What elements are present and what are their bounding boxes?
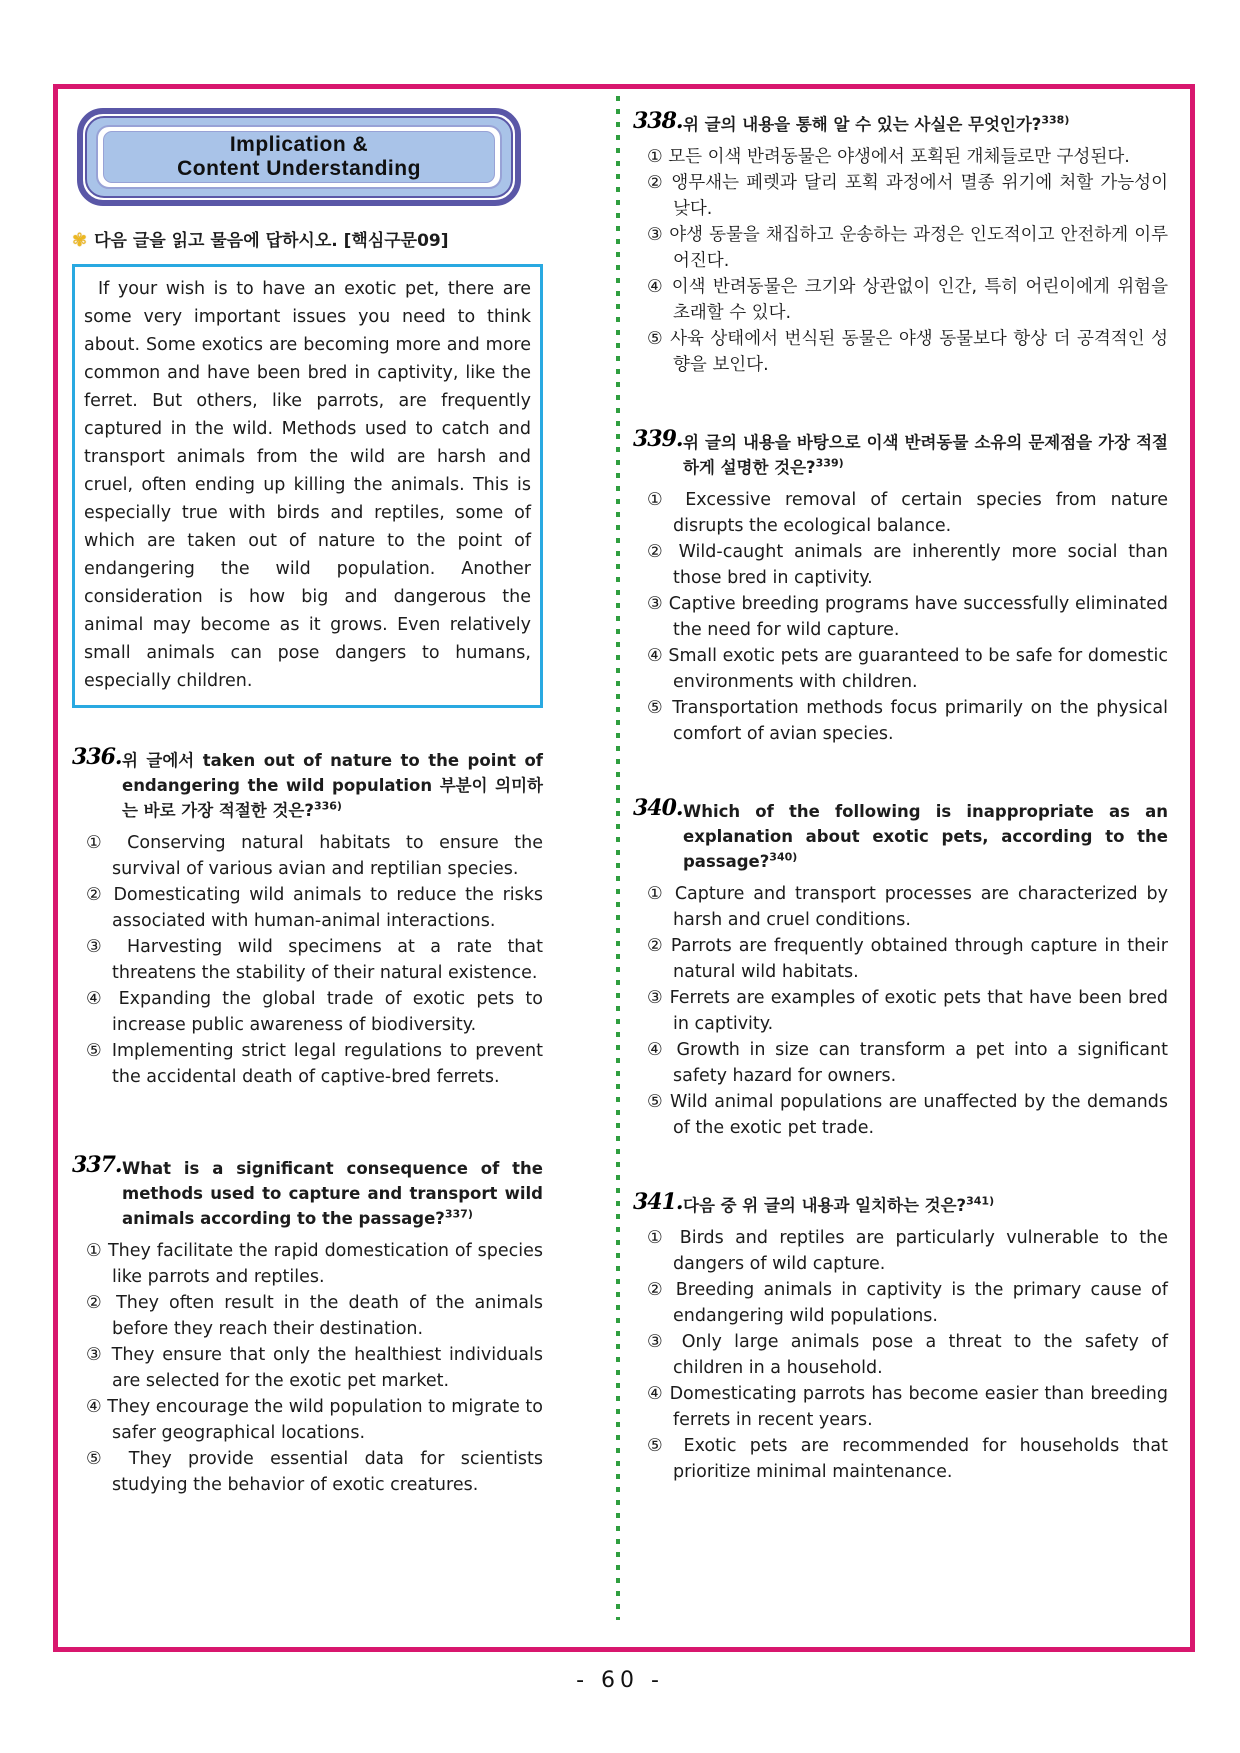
option-text: Capture and transport processes are characterized by harsh and cruel conditions. — [665, 884, 1168, 930]
question-stem-text: 위 글의 내용을 통해 알 수 있는 사실은 무엇인가? — [683, 115, 1042, 134]
question-number: 340. — [633, 795, 683, 821]
question-stem — [72, 744, 543, 823]
option-text: Domesticating parrots has become easier than breeding ferrets in recent years. — [663, 1384, 1168, 1430]
option-text: Parrots are frequently obtained through capture in their natural wild habitats. — [664, 936, 1168, 982]
option-marker: ③ — [647, 594, 663, 614]
option-text: 야생 동물을 채집하고 운송하는 과정은 인도적이고 안전하게 이루어진다. — [663, 225, 1168, 271]
question-337 — [72, 1152, 543, 1498]
column-divider — [616, 96, 620, 1620]
option-row-5 — [86, 1038, 543, 1090]
flower-icon: ✾ — [72, 230, 88, 251]
option-text: Growth in size can transform a pet into a significant safety hazard for owners. — [666, 1040, 1168, 1086]
question-footnote: 337) — [444, 1207, 473, 1221]
question-number: 336. — [72, 744, 122, 770]
question-footnote: 336) — [313, 799, 342, 813]
option-marker: ⑤ — [86, 1041, 104, 1061]
option-marker: ② — [86, 1293, 107, 1313]
option-text: 앵무새는 페렛과 달리 포획 과정에서 멸종 위기에 처할 가능성이 낮다. — [664, 173, 1168, 219]
option-marker: ① — [647, 490, 672, 510]
instruction-text: 다음 글을 읽고 물음에 답하시오. [핵심구문09] — [94, 231, 449, 251]
page-title-line2: Content Understanding — [177, 157, 421, 180]
question-stem — [633, 108, 1168, 137]
option-text: 모든 이색 반려동물은 야생에서 포획된 개체들로만 구성된다. — [662, 147, 1130, 167]
option-text: They ensure that only the healthiest individuals are selected for the exotic pet market. — [103, 1345, 543, 1391]
passage-text: If your wish is to have an exotic pet, there are some very important issues you need to think about. Some exotics are becoming more and more common and have been bred in captivity, like the ferret. But others, like parrots, are frequently captured in the wild. Methods used to catch and transport animals from the wild are harsh and cruel, often ending up killing the animals. This is especially true with birds and reptiles, some of which are taken out of nature to the point of endangering the wild population. Another consideration is how big and dangerous the animal may become as it grows. Even relatively small animals can pose dangers to humans, especially children. — [84, 279, 531, 691]
option-text: Captive breeding programs have successfully eliminated the need for wild capture. — [662, 594, 1168, 640]
option-marker: ④ — [647, 646, 663, 666]
option-row-3 — [647, 1329, 1168, 1381]
option-text: 이색 반려동물은 크기와 상관없이 인간, 특히 어린이에게 위험을 초래할 수 있다. — [664, 277, 1168, 323]
option-text: They encourage the wild population to migrate to safer geographical locations. — [101, 1397, 543, 1443]
option-row-3 — [86, 934, 543, 986]
option-marker: ④ — [647, 1384, 664, 1404]
header-box — [77, 108, 521, 206]
option-row-2 — [647, 170, 1168, 222]
option-text: Birds and reptiles are particularly vulnerable to the dangers of wild capture. — [668, 1228, 1168, 1274]
option-row-1 — [647, 1225, 1168, 1277]
option-marker: ⑤ — [647, 1436, 671, 1456]
option-row-1 — [647, 881, 1168, 933]
option-marker: ⑤ — [647, 1092, 664, 1112]
option-row-1 — [86, 1238, 543, 1290]
option-marker: ④ — [647, 1040, 667, 1060]
option-row-3 — [647, 985, 1168, 1037]
option-marker: ③ — [86, 1345, 104, 1365]
question-number: 337. — [72, 1152, 122, 1178]
question-stem — [633, 795, 1168, 874]
option-text: They provide essential data for scientists studying the behavior of exotic creatures. — [112, 1449, 543, 1495]
option-row-2 — [86, 1290, 543, 1342]
question-336 — [72, 744, 543, 1090]
option-text: Ferrets are examples of exotic pets that have been bred in captivity. — [663, 988, 1168, 1034]
option-text: They facilitate the rapid domestication of species like parrots and reptiles. — [102, 1241, 543, 1287]
option-row-3 — [86, 1342, 543, 1394]
question-stem-text: 위 글의 내용을 바탕으로 이색 반려동물 소유의 문제점을 가장 적절하게 설명한 것은? — [683, 433, 1168, 477]
passage-box — [72, 264, 543, 708]
option-marker: ② — [647, 173, 665, 193]
option-text: They often result in the death of the animals before they reach their destination. — [106, 1293, 543, 1339]
option-row-1 — [647, 487, 1168, 539]
option-marker: ① — [647, 147, 663, 167]
option-row-3 — [647, 222, 1168, 274]
option-marker: ⑤ — [647, 698, 665, 718]
question-footnote: 340) — [769, 850, 798, 864]
option-text: Transportation methods focus primarily on the physical comfort of avian species. — [664, 698, 1168, 744]
option-row-3 — [647, 591, 1168, 643]
option-marker: ② — [647, 1280, 667, 1300]
option-text: Harvesting wild specimens at a rate that threatens the stability of their natural existence. — [111, 937, 543, 983]
page-number: - 60 - — [576, 1668, 664, 1693]
option-marker: ② — [647, 542, 668, 562]
option-marker: ① — [647, 1228, 669, 1248]
option-marker: ⑤ — [647, 329, 664, 349]
option-row-1 — [647, 144, 1168, 170]
option-row-5 — [647, 1089, 1168, 1141]
question-stem — [72, 1152, 543, 1231]
left-column — [72, 108, 543, 1498]
question-footnote: 338) — [1041, 113, 1070, 127]
option-marker: ② — [647, 936, 665, 956]
question-stem-text: What is a significant consequence of the methods used to capture and transport wild animals according to the passage? — [122, 1159, 543, 1228]
question-stem-text: Which of the following is inappropriate as an explanation about exotic pets, according to the passage? — [683, 802, 1168, 871]
option-marker: ⑤ — [86, 1449, 113, 1469]
question-stem — [633, 426, 1168, 480]
question-footnote: 339) — [815, 456, 844, 470]
option-row-2 — [647, 1277, 1168, 1329]
option-row-4 — [86, 1394, 543, 1446]
option-text: 사육 상태에서 번식된 동물은 야생 동물보다 항상 더 공격적인 성향을 보인다. — [663, 329, 1168, 375]
option-text: Small exotic pets are guaranteed to be safe for domestic environments with children. — [662, 646, 1168, 692]
option-row-4 — [647, 643, 1168, 695]
option-marker: ④ — [86, 989, 108, 1009]
question-number: 339. — [633, 426, 683, 452]
question-338 — [633, 108, 1168, 378]
instruction — [72, 230, 543, 252]
question-stem-text: 다음 중 위 글의 내용과 일치하는 것은? — [683, 1196, 967, 1215]
option-marker: ① — [647, 884, 666, 904]
option-text: Breeding animals in captivity is the primary cause of endangering wild populations. — [666, 1280, 1168, 1326]
option-text: Wild animal populations are unaffected by the demands of the exotic pet trade. — [663, 1092, 1168, 1138]
option-row-1 — [86, 830, 543, 882]
option-row-4 — [647, 274, 1168, 326]
option-row-4 — [647, 1381, 1168, 1433]
option-marker: ① — [86, 1241, 103, 1261]
question-number: 341. — [633, 1189, 683, 1215]
right-questions — [633, 108, 1168, 1485]
option-text: Wild-caught animals are inherently more social than those bred in captivity. — [667, 542, 1168, 588]
option-row-2 — [647, 933, 1168, 985]
option-marker: ③ — [86, 937, 112, 957]
question-339 — [633, 426, 1168, 747]
option-marker: ③ — [647, 225, 664, 245]
question-footnote: 341) — [966, 1194, 995, 1208]
option-marker: ① — [86, 833, 112, 853]
option-text: Exotic pets are recommended for households that prioritize minimal maintenance. — [670, 1436, 1168, 1482]
option-text: Conserving natural habitats to ensure the survival of various avian and reptilian species. — [111, 833, 543, 879]
option-row-5 — [647, 1433, 1168, 1485]
option-marker: ③ — [647, 1332, 670, 1352]
right-column — [633, 108, 1168, 1485]
option-marker: ④ — [86, 1397, 102, 1417]
question-341 — [633, 1189, 1168, 1485]
option-row-5 — [86, 1446, 543, 1498]
option-text: Only large animals pose a threat to the safety of children in a household. — [669, 1332, 1168, 1378]
page-title-line1: Implication & — [229, 133, 369, 156]
option-text: Implementing strict legal regulations to prevent the accidental death of captive-bred ferrets. — [103, 1041, 543, 1087]
option-marker: ④ — [647, 277, 665, 297]
option-text: Excessive removal of certain species from nature disrupts the ecological balance. — [671, 490, 1168, 536]
option-marker: ③ — [647, 988, 664, 1008]
question-stem-text: 위 글에서 taken out of nature to the point of endangering the wild population 부분이 의미하는 바로 가장 적절한 것은? — [122, 751, 543, 820]
option-text: Domesticating wild animals to reduce the risks associated with human-animal interactions. — [104, 885, 543, 931]
page-title — [103, 131, 495, 183]
option-row-2 — [86, 882, 543, 934]
option-marker: ② — [86, 885, 105, 905]
option-row-2 — [647, 539, 1168, 591]
option-row-5 — [647, 695, 1168, 747]
option-text: Expanding the global trade of exotic pets to increase public awareness of biodiversity. — [107, 989, 543, 1035]
option-row-4 — [86, 986, 543, 1038]
question-340 — [633, 795, 1168, 1141]
left-questions — [72, 744, 543, 1498]
question-number: 338. — [633, 108, 683, 134]
question-stem — [633, 1189, 1168, 1218]
option-row-4 — [647, 1037, 1168, 1089]
option-row-5 — [647, 326, 1168, 378]
